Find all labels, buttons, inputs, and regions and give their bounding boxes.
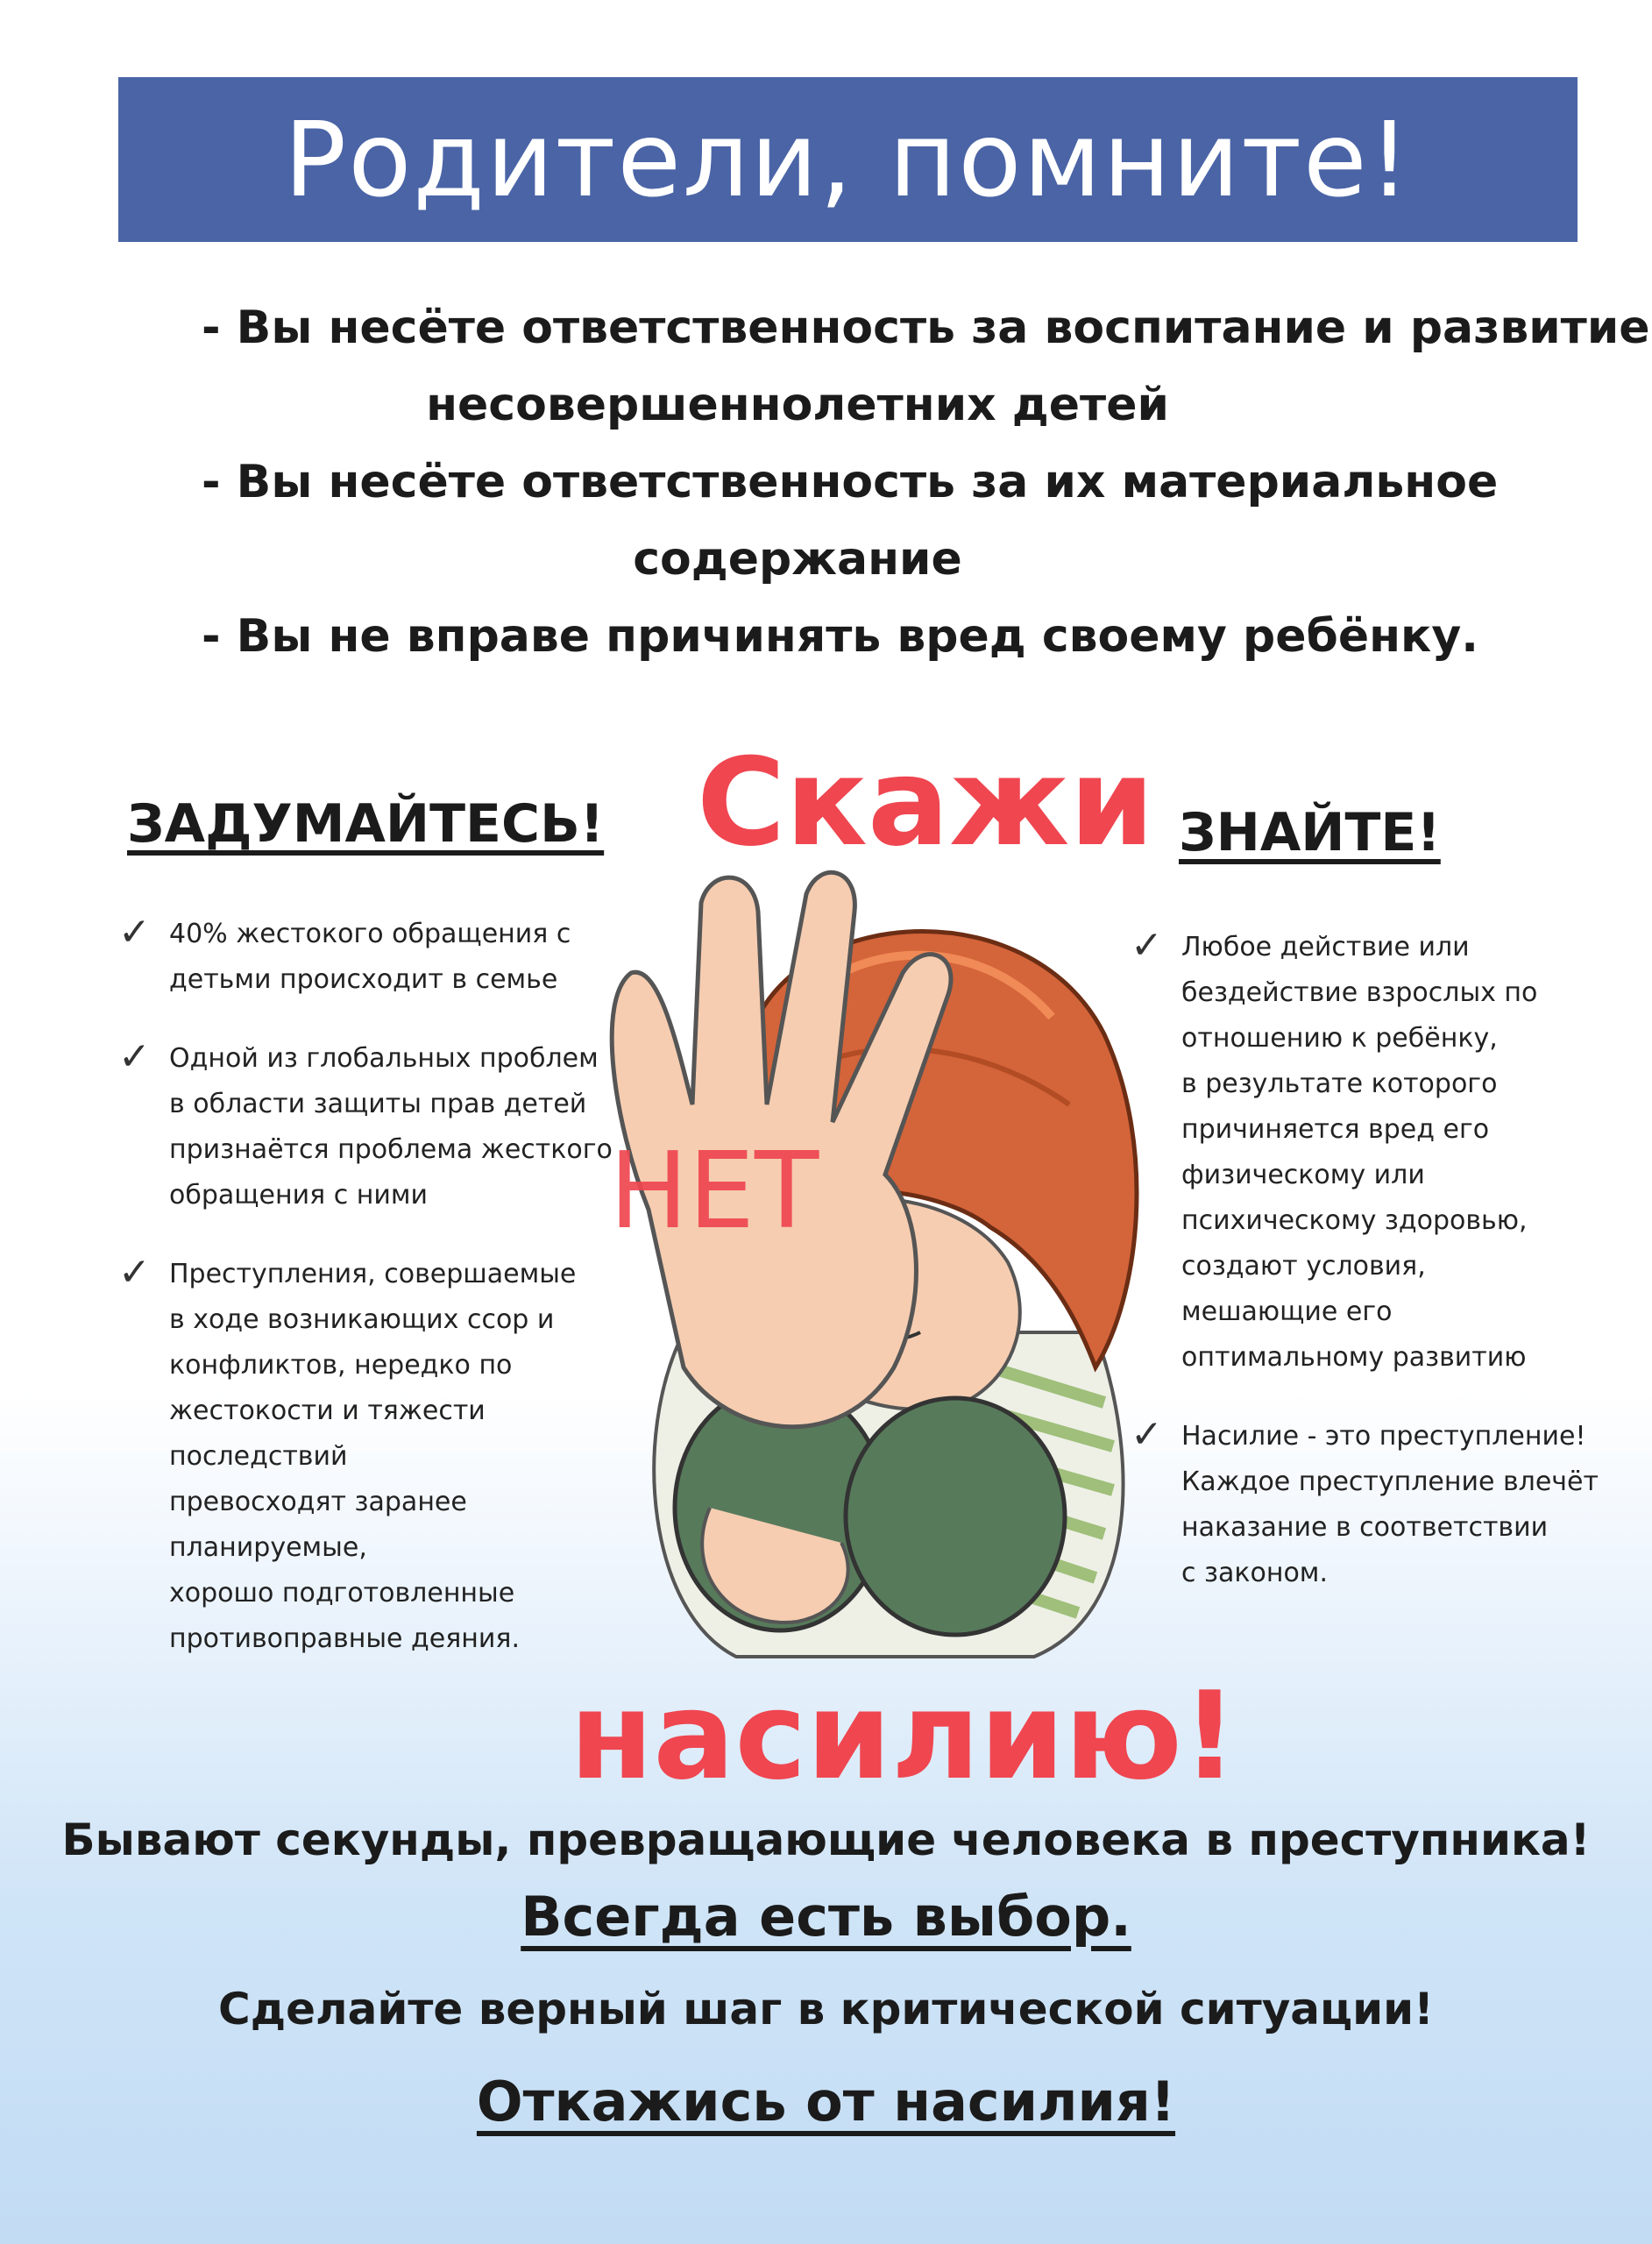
checkmark-icon: ✓ — [118, 1034, 151, 1079]
bullet-text: 40% жестокого обращения с детьми происходит в семье — [169, 919, 571, 995]
left-bullet-2 — [118, 1036, 644, 1218]
left-bullet-list — [118, 912, 644, 1695]
checkmark-icon: ✓ — [118, 1250, 151, 1295]
title-band — [118, 77, 1578, 242]
left-bullet-3 — [118, 1252, 644, 1662]
intro-block — [175, 289, 1650, 675]
footer-line-3: Сделайте верный шаг в критической ситуации! — [218, 1984, 1434, 2035]
intro-line-2: несовершеннолетних детей — [426, 379, 1169, 431]
bullet-text: Насилие - это преступление! Каждое преступление влечёт наказание в соответствии с законом. — [1181, 1421, 1599, 1588]
slogan-no: НЕТ — [609, 1131, 819, 1253]
checkmark-icon: ✓ — [1131, 1412, 1163, 1457]
right-bullet-list — [1131, 925, 1621, 1630]
child-with-raised-hand-illustration — [578, 842, 1139, 1683]
right-bullet-2 — [1131, 1414, 1621, 1596]
bullet-text: Одной из глобальных проблем в области защиты прав детей признаётся проблема жесткого обращения с ними — [169, 1043, 613, 1211]
right-heading: ЗНАЙТЕ! — [1179, 802, 1441, 863]
slogan-violence: насилию! — [570, 1665, 1237, 1807]
footer-line-2: Всегда есть выбор. — [521, 1885, 1131, 1949]
bullet-text: Любое действие или бездействие взрослых по отношению к ребёнку, в результате которого причиняется вред его физическому или психическому здоровью, создают условия, мешающие его оптимальному развитию — [1181, 932, 1538, 1373]
footer-block — [0, 1814, 1652, 2134]
slogan-say: Скажи — [697, 732, 1155, 873]
intro-line-3: - Вы несёте ответственность за их материальное — [202, 456, 1499, 508]
intro-line-1: - Вы несёте ответственность за воспитание и развитие — [202, 302, 1650, 354]
footer-line-4: Откажись от насилия! — [476, 2070, 1176, 2134]
left-bullet-1 — [118, 912, 644, 1003]
intro-line-5: - Вы не вправе причинять вред своему ребёнку. — [202, 610, 1478, 663]
checkmark-icon: ✓ — [1131, 923, 1163, 968]
checkmark-icon: ✓ — [118, 910, 151, 955]
footer-line-1: Бывают секунды, превращающие человека в преступника! — [61, 1814, 1591, 1865]
bullet-text: Преступления, совершаемые в ходе возникающих ссор и конфликтов, нередко по жестокости и тяжести последствий превосходят заранее планируемые, хорошо подготовленные противоправные деяния. — [169, 1259, 577, 1654]
right-bullet-1 — [1131, 925, 1621, 1381]
page-title: Родители, помните! — [284, 99, 1412, 220]
left-heading: ЗАДУМАЙТЕСЬ! — [127, 793, 605, 855]
page-corner-fold — [0, 0, 53, 114]
intro-line-4: содержание — [633, 533, 962, 586]
